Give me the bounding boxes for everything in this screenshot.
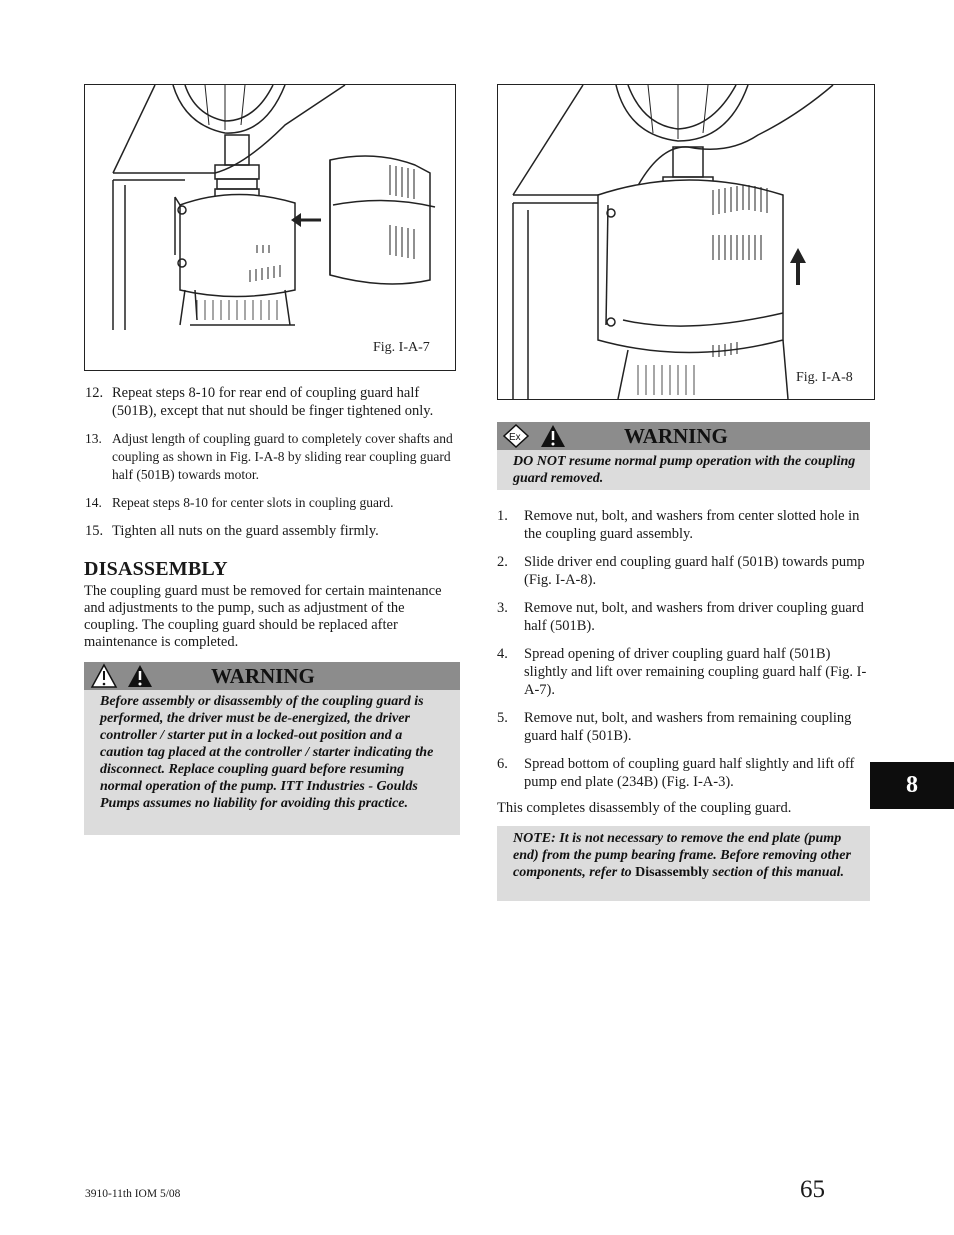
disassembly-intro: The coupling guard must be removed for certain maintenance and adjustments to the pump, such as adjustment of the coupling. The coupling guard should be replaced after maintenance is completed. xyxy=(84,583,442,650)
hazard-triangle-icon xyxy=(90,663,118,689)
list-item: 2. Slide driver end coupling guard half (501B) towards pump (Fig. I-A-8). xyxy=(497,554,865,588)
warning-box-safety xyxy=(84,662,460,835)
section-heading-disassembly: DISASSEMBLY xyxy=(84,558,228,580)
coupling-guard-illustration-8 xyxy=(498,85,874,399)
warning-label: WARNING xyxy=(211,664,315,688)
list-item: 6. Spread bottom of coupling guard half slightly and lift off pump end plate (234B) (Fig. I-A-3). xyxy=(497,756,855,790)
warning-box-operation xyxy=(497,422,870,490)
explosion-proof-ex-icon xyxy=(501,423,531,449)
warning-text: DO NOT resume normal pump operation with the coupling guard removed. xyxy=(513,454,856,486)
warning-text: Before assembly or disassembly of the coupling guard is performed, the driver must be de-energized, the driver controller / starter put in a locked-out position and a caution tag placed at the controller / starter indicating the disconnect. Replace coupling guard before resuming normal operation of the pump. ITT Industries - Goulds Pumps assumes no liability for avoiding this practice. xyxy=(100,694,434,811)
figure-i-a-8 xyxy=(497,84,875,400)
list-item: 14. Repeat steps 8-10 for center slots in coupling guard. xyxy=(85,495,394,510)
list-item: 1. Remove nut, bolt, and washers from center slotted hole in the coupling guard assembly. xyxy=(497,508,860,542)
figure-caption: Fig. I-A-7 xyxy=(373,340,430,355)
disassembly-steps-list xyxy=(497,507,869,801)
list-item: 3. Remove nut, bolt, and washers from driver coupling guard half (501B). xyxy=(497,600,864,634)
list-item: 12. Repeat steps 8-10 for rear end of coupling guard half (501B), except that nut should be finger tightened only. xyxy=(85,385,434,419)
svg-text:Ex: Ex xyxy=(509,432,521,443)
note-text-tail: section of this manual. xyxy=(709,865,844,880)
completion-text: This completes disassembly of the coupling guard. xyxy=(497,800,792,816)
coupling-guard-illustration-7 xyxy=(85,85,455,370)
figure-i-a-7 xyxy=(84,84,456,371)
footer-doc-id: 3910-11th IOM 5/08 xyxy=(85,1188,181,1200)
list-item: 5. Remove nut, bolt, and washers from remaining coupling guard half (501B). xyxy=(497,710,852,744)
list-item: 13. Adjust length of coupling guard to completely cover shafts and coupling as shown in Fig. I-A-8 by sliding rear coupling guard half (501B) towards motor. xyxy=(85,431,453,482)
note-text: NOTE: It is not necessary to remove the end plate (pump end) from the pump bearing frame. Before removing other components, refer to xyxy=(513,831,851,880)
warning-triangle-icon xyxy=(126,663,154,689)
warning-header xyxy=(84,662,460,690)
list-item: 15. Tighten all nuts on the guard assembly firmly. xyxy=(85,523,379,539)
note-box xyxy=(497,826,870,901)
assembly-steps-list xyxy=(85,384,461,550)
warning-label: WARNING xyxy=(624,424,728,448)
note-reference: Disassembly xyxy=(635,865,710,880)
warning-triangle-icon xyxy=(539,423,567,449)
list-item: 4. Spread opening of driver coupling guard half (501B) slightly and lift over remaining coupling guard half (Fig. I-A-7). xyxy=(497,646,867,698)
page-number: 65 xyxy=(800,1176,825,1203)
figure-caption: Fig. I-A-8 xyxy=(796,370,853,385)
section-tab[interactable]: 8 xyxy=(870,762,954,809)
warning-header xyxy=(497,422,870,450)
